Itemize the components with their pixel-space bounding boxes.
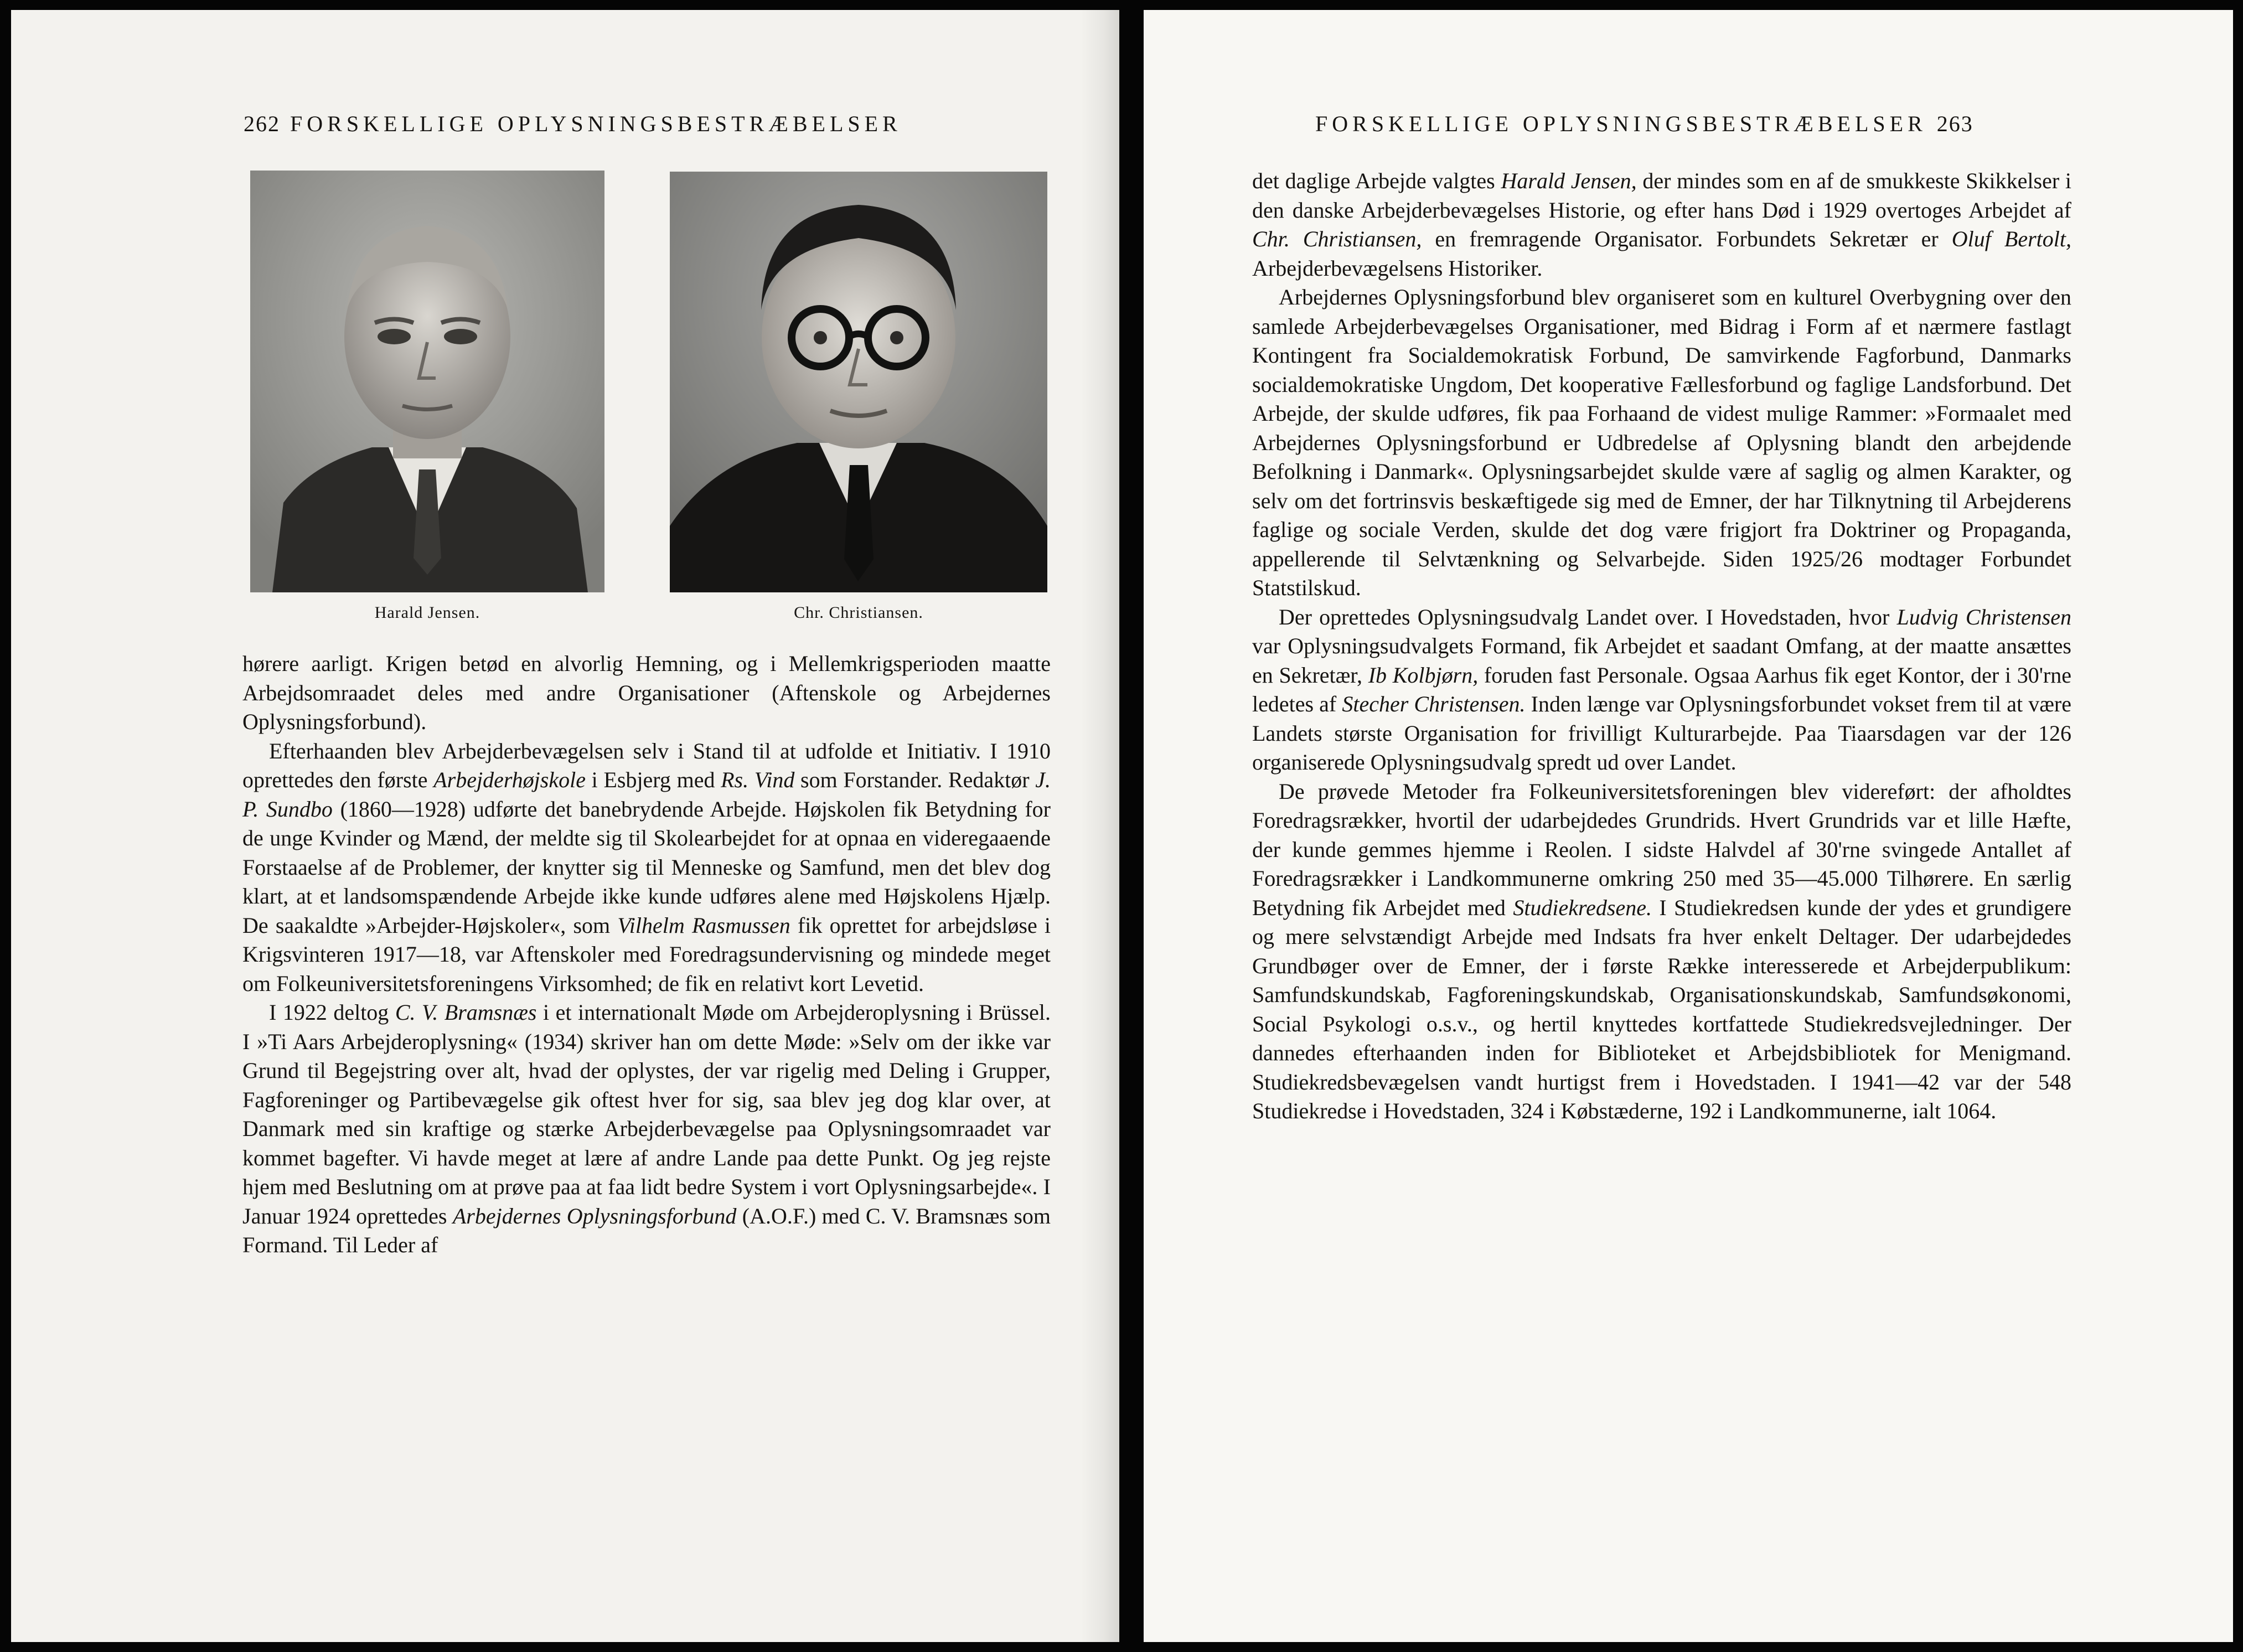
right-body-text <box>1252 167 2071 1126</box>
running-head-left <box>244 111 902 137</box>
left-page <box>11 10 1119 1642</box>
running-title-left: FORSKELLIGE OPLYSNINGSBESTRÆBELSER <box>290 111 902 136</box>
text-run: I 1922 deltog <box>269 1000 395 1025</box>
italic-name: Vilhelm Rasmussen <box>617 912 790 938</box>
text-run: det daglige Arbejde valgtes <box>1252 168 1501 193</box>
text-run: foruden fast Personale. Ogsaa Aarhus fik eget Kontor, der i 30'rne ledetes af <box>1252 662 2071 716</box>
running-title-right: FORSKELLIGE OPLYSNINGSBESTRÆBELSER <box>1315 111 1927 136</box>
text-run: fik oprettet for arbejdsløse i Krigsvinteren 1917—18, var Aftenskoler med Foredragsundervisning og mindede meget om Folkeuniversitetsforeningens Virksomhed; de fik en relativt kort Levetid. <box>242 912 1051 996</box>
page-number-left: 262 <box>244 111 280 136</box>
right-paragraph <box>1252 603 2071 777</box>
italic-name: Harald Jensen, <box>1501 168 1637 193</box>
right-paragraph <box>1252 283 2071 603</box>
text-run: Der oprettedes Oplysningsudvalg Landet over. I Hovedstaden, hvor <box>1279 604 1897 629</box>
italic-name: Ib Kolbjørn, <box>1368 662 1479 688</box>
right-paragraph <box>1252 167 2071 283</box>
text-run: var Oplysningsudvalgets Formand, fik Arbejdet et saadant Omfang, at der maatte ansættes en Sekretær, <box>1252 633 2071 688</box>
left-body-text <box>242 649 1051 1260</box>
portrait-chr-christiansen <box>670 172 1047 592</box>
text-run: som Forstander. Redaktør <box>794 767 1036 792</box>
caption-harald-jensen: Harald Jensen. <box>374 603 480 622</box>
text-run: i Esbjerg med <box>585 767 721 792</box>
portrait-harald-jensen <box>250 171 604 592</box>
text-run: Arbejderbevægelsens Historiker. <box>1252 255 1543 281</box>
text-run: I Studiekredsen kunde der ydes et grundigere og mere selvstændigt Arbejde med Indsats fra hver enkelt Deltager. Der udarbejdedes Grundbøger over de Emner, der i første Række interesserede et Arbejderpublikum: Samfundskundskab, Fagforeningskundskab, Organisationskundskab, Samfundsøkonomi, Social Psykologi o.s.v., og hertil knyttedes kortfattede Studiekredsvejledninger. Der dannedes efterhaanden inden for Biblioteket et Arbejdsbibliotek for Menigmand. Studiekredsbevægelsen vandt hurtigst frem i Hovedstaden. I 1941—42 var der 548 Studiekredse i Hovedstaden, 324 i Købstæderne, 192 i Landkommunerne, ialt 1064. <box>1252 895 2072 1123</box>
italic-name: Rs. Vind <box>721 767 795 792</box>
text-run: hørere aarligt. Krigen betød en alvorlig Hemning, og i Mellemkrigsperioden maatte Arbejdsomraadet deles med andre Organisationer (Aftenskole og Arbejdernes Oplysningsforbund). <box>242 651 1051 734</box>
italic-name: Stecher Christensen. <box>1342 691 1526 716</box>
running-head-right <box>1315 111 1973 137</box>
italic-name: J. P. Sundbo <box>242 767 1051 822</box>
italic-name: Chr. Christiansen, <box>1252 226 1422 251</box>
caption-chr-christiansen: Chr. Christiansen. <box>794 603 923 622</box>
page-number-right: 263 <box>1936 111 1973 136</box>
text-run: De prøvede Metoder fra Folkeuniversitetsforeningen blev videreført: der afholdtes Foredragsrækker, hvortil der udarbejdedes Grundrids. Hvert Grundrids var et lille Hæfte, der kunde gemmes hjemme i Reolen. I sidste Halvdel af 30'rne svingede Antallet af Foredragsrækker i Landkommunerne omkring 250 med 35—45.000 Tilhørere. En særlig Betydning fik Arbejdet med <box>1252 778 2071 920</box>
text-run: (A.O.F.) med C. V. Bramsnæs som Formand. Til Leder af <box>242 1203 1051 1257</box>
left-paragraph <box>242 737 1051 999</box>
text-run: i et internationalt Møde om Arbejderoplysning i Brüssel. I »Ti Aars Arbejderoplysning« (1934) skriver han om dette Møde: »Selv om der ikke var Grund til Begejstring over alt, hvad der oplystes, der var rigelig med Deling i Grupper, Fagforeninger og Partibevægelse gik oftest hver for sig, saa blev jeg dog klar over, at Danmark med sin kraftige og stærke Arbejderbevægelse paa Oplysningsomraadet var kommet bagefter. Vi havde meget at lære af andre Lande paa dette Punkt. Og jeg rejste hjem med Beslutning om at prøve paa at faa lidt bedre System i vort Oplysningsarbejde«. I Januar 1924 oprettedes <box>242 1000 1051 1228</box>
text-run: Arbejdernes Oplysningsforbund blev organiseret som en kulturel Overbygning over den samlede Arbejderbevægelses Organisationer, med Bidrag i Form af et nærmere fastlagt Kontingent fra Socialdemokratisk Forbund, De samvirkende Fagforbund, Danmarks socialdemokratiske Ungdom, Det kooperative Fællesforbund og faglige Landsforbund. Det Arbejde, der skulde udføres, fik paa Forhaand de videst mulige Rammer: »Formaalet med Arbejdernes Oplysningsforbund er Udbredelse af Oplysning blandt den arbejdende Befolkning i Danmark«. Oplysningsarbejdet skulde være af saglig og almen Karakter, og selv om det fortrinsvis beskæftigede sig med de Emner, der har Tilknytning til Arbejderens faglige og sociale Verden, skulde det dog være frigjort fra Doktriner og Propaganda, appellerende til Selvtænkning og Selvarbejde. Siden 1925/26 modtager Forbundet Statstilskud. <box>1252 285 2071 600</box>
italic-name: Oluf Bertolt, <box>1951 226 2071 251</box>
italic-name: Arbejdernes Oplysningsforbund <box>452 1203 737 1228</box>
right-paragraph <box>1252 777 2071 1126</box>
spine-shadow <box>1081 10 1119 1642</box>
left-paragraph <box>242 998 1051 1260</box>
text-run: Efterhaanden blev Arbejderbevægelsen selv i Stand til at udfolde et Initiativ. I 1910 oprettedes den første <box>242 738 1051 792</box>
text-run: en fremragende Organisator. Forbundets Sekretær er <box>1422 226 1952 251</box>
right-page <box>1144 10 2233 1642</box>
text-run: der mindes som en af de smukkeste Skikkelser i den danske Arbejderbevægelses Historie, og efter hans Død i 1929 overtoges Arbejdet af <box>1252 168 2071 223</box>
text-run: Inden længe var Oplysningsforbundet vokset frem til at være Landets største Organisation for frivilligt Kulturarbejde. Paa Tiaarsdagen var der 126 organiserede Oplysningsudvalg spredt ud over Landet. <box>1252 691 2071 775</box>
italic-name: C. V. Bramsnæs <box>395 1000 537 1025</box>
italic-name: Studiekredsene. <box>1513 895 1652 920</box>
italic-name: Ludvig Christensen <box>1896 604 2072 629</box>
left-paragraph <box>242 649 1051 737</box>
italic-name: Arbejderhøjskole <box>433 767 586 792</box>
text-run: (1860—1928) udførte det banebrydende Arbejde. Højskolen fik Betydning for de unge Kvinder og Mænd, der meldte sig til Skolearbejdet for at opnaa en videregaaende Forstaaelse af de Problemer, der knytter sig til Menneske og Samfund, men det blev dog klart, at et landsomspændende Arbejde ikke kunde udføres alene med Højskolens Hjælp. De saakaldte »Arbejder-Højskoler«, som <box>242 796 1051 938</box>
